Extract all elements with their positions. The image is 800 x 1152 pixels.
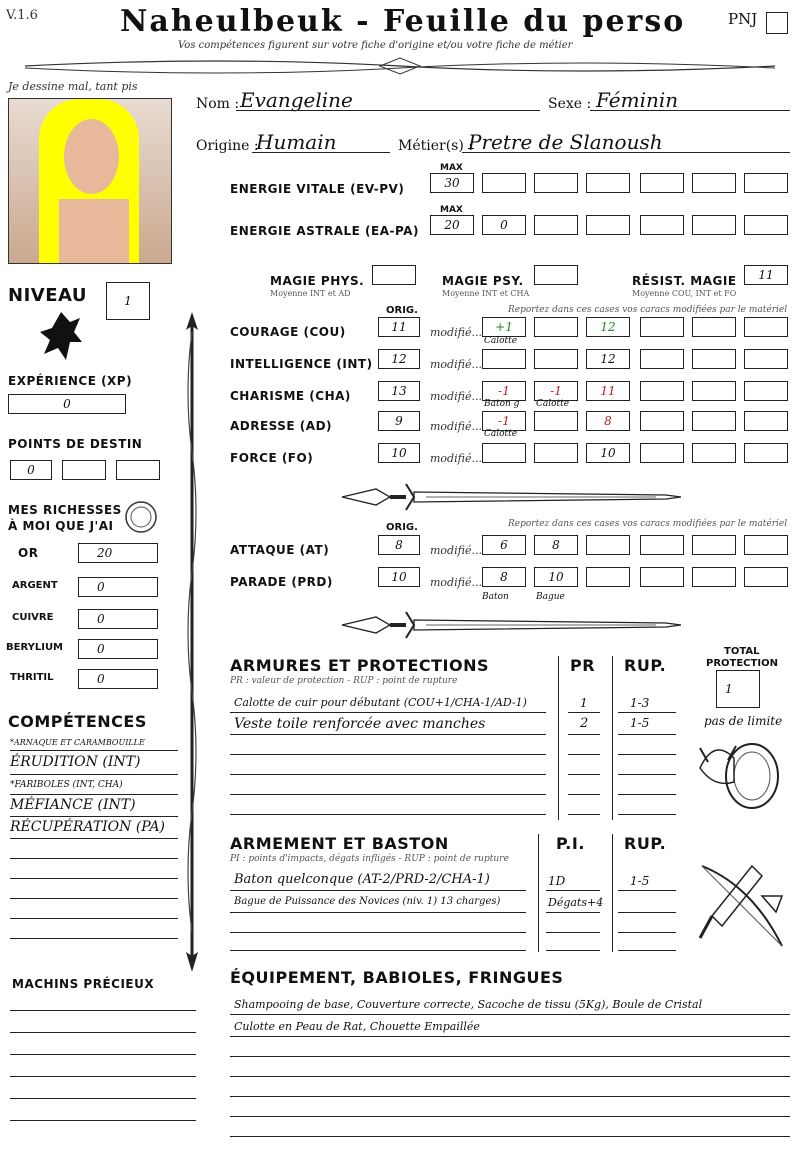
- combat-box[interactable]: [586, 535, 630, 555]
- limit-label: pas de limite: [704, 714, 783, 728]
- arme-rup[interactable]: 1-5: [630, 874, 650, 888]
- ev-box[interactable]: [482, 173, 526, 193]
- resist-magie-box[interactable]: 11: [744, 265, 788, 285]
- carac-mod-box[interactable]: [534, 443, 578, 463]
- combat-mod-box[interactable]: 6: [482, 535, 526, 555]
- combat-mod-box[interactable]: 8: [482, 567, 526, 587]
- or-label: OR: [18, 546, 39, 560]
- argent-box[interactable]: 0: [78, 577, 158, 597]
- ea-box[interactable]: [692, 215, 736, 235]
- total-label-2: PROTECTION: [706, 658, 778, 669]
- version-label: V.1.6: [6, 8, 38, 23]
- or-box[interactable]: 20: [78, 543, 158, 563]
- carac-mod-note: Calotte: [536, 399, 570, 409]
- rup-header: RUP.: [624, 834, 667, 853]
- ev-box[interactable]: [692, 173, 736, 193]
- destin-label: POINTS DE DESTIN: [8, 437, 143, 451]
- cuivre-label: CUIVRE: [12, 612, 54, 623]
- combat-mod-note: Baton: [482, 592, 509, 602]
- carac-label: ADRESSE (AD): [230, 419, 333, 433]
- magie-psy-label: MAGIE PSY.: [442, 274, 524, 288]
- xp-box[interactable]: 0: [8, 394, 126, 414]
- ea-box[interactable]: [534, 215, 578, 235]
- shield-helmet-icon: [694, 728, 784, 814]
- argent-label: ARGENT: [12, 580, 58, 591]
- coin-icon: [124, 500, 158, 534]
- modifie-label: modifié...: [430, 358, 482, 371]
- metier-value[interactable]: Pretre de Slanoush: [468, 130, 663, 154]
- ev-box[interactable]: [534, 173, 578, 193]
- orig-label: ORIG.: [386, 522, 418, 533]
- magie-psy-note: Moyenne INT et CHA: [442, 289, 530, 298]
- ev-box[interactable]: [640, 173, 684, 193]
- carac-mod-box[interactable]: [482, 443, 526, 463]
- combat-mod-note: Bague: [536, 592, 565, 602]
- resist-magie-label: RÉSIST. MAGIE: [632, 274, 737, 288]
- xp-label: EXPÉRIENCE (XP): [8, 374, 133, 388]
- competence-item: *ARNAQUE ET CARAMBOUILLE: [10, 738, 145, 747]
- carac-box[interactable]: [640, 349, 684, 369]
- carac-note: Reportez dans ces cases vos caracs modifiées par le matériel: [508, 305, 788, 315]
- metier-label: Métier(s) :: [398, 138, 473, 154]
- arme-pi[interactable]: Dégats+4: [548, 896, 604, 909]
- resist-magie-note: Moyenne COU, INT et FO: [632, 289, 737, 298]
- carac-box[interactable]: [744, 349, 788, 369]
- staff-icon: [180, 312, 204, 972]
- destin-box[interactable]: [116, 460, 160, 480]
- portrait-image: [8, 98, 172, 264]
- carac-box[interactable]: [692, 349, 736, 369]
- combat-box[interactable]: [744, 567, 788, 587]
- carac-mod-note: Baton g: [484, 399, 520, 409]
- carac-box[interactable]: [744, 411, 788, 431]
- combat-orig-box[interactable]: 10: [378, 567, 420, 587]
- carac-box[interactable]: [744, 381, 788, 401]
- sexe-value[interactable]: Féminin: [596, 88, 679, 112]
- carac-box[interactable]: [640, 411, 684, 431]
- magie-psy-box[interactable]: [534, 265, 578, 285]
- sexe-label: Sexe :: [548, 96, 592, 112]
- equipement-line[interactable]: Shampooing de base, Couverture correcte, Sacoche de tissu (5Kg), Boule de Cristal: [234, 998, 703, 1011]
- carac-res-box[interactable]: 10: [586, 443, 630, 463]
- competence-item: ÉRUDITION (INT): [10, 754, 141, 770]
- combat-label: PARADE (PRD): [230, 575, 333, 589]
- carac-mod-box[interactable]: [482, 349, 526, 369]
- armures-sub: PR : valeur de protection - RUP : point de rupture: [230, 676, 458, 686]
- niveau-box[interactable]: 1: [106, 282, 150, 320]
- carac-label: CHARISME (CHA): [230, 389, 351, 403]
- carac-box[interactable]: [744, 443, 788, 463]
- ea-label: ENERGIE ASTRALE (EA-PA): [230, 224, 419, 238]
- richesses-label-1: MES RICHESSES: [8, 503, 122, 517]
- origine-value[interactable]: Humain: [256, 130, 337, 154]
- competence-item: MÉFIANCE (INT): [10, 797, 136, 813]
- carac-mod-box[interactable]: -1: [482, 411, 526, 431]
- weapons-icon: [692, 856, 792, 956]
- armement-sub: PI : points d'impacts, dégats infligés - RUP : point de rupture: [230, 854, 509, 864]
- modifie-label: modifié...: [430, 420, 482, 433]
- carac-mod-note: Calotte: [484, 336, 518, 346]
- combat-note: Reportez dans ces cases vos caracs modifiées par le matériel: [508, 519, 788, 529]
- combat-box[interactable]: [744, 535, 788, 555]
- combat-mod-box[interactable]: 10: [534, 567, 578, 587]
- pnj-checkbox[interactable]: [766, 12, 788, 34]
- nom-value[interactable]: Evangeline: [240, 88, 353, 112]
- ev-max-label: MAX: [440, 163, 463, 173]
- modifie-label: modifié...: [430, 576, 482, 589]
- carac-mod-box[interactable]: +1: [482, 317, 526, 337]
- carac-orig-box[interactable]: 9: [378, 411, 420, 431]
- berylium-box[interactable]: 0: [78, 639, 158, 659]
- richesses-label-2: À MOI QUE J'AI: [8, 519, 114, 533]
- ea-box[interactable]: [586, 215, 630, 235]
- sword-icon: [336, 608, 686, 642]
- total-label-1: TOTAL: [724, 646, 760, 657]
- page-subtitle: Vos compétences figurent sur votre fiche d'origine et/ou votre fiche de métier: [178, 40, 573, 51]
- total-protection-box[interactable]: 1: [716, 670, 760, 708]
- ea-max-label: MAX: [440, 205, 463, 215]
- carac-mod-box[interactable]: -1: [482, 381, 526, 401]
- carac-mod-box[interactable]: [534, 317, 578, 337]
- carac-res-box[interactable]: 8: [586, 411, 630, 431]
- combat-box[interactable]: [640, 567, 684, 587]
- portrait-caption: Je dessine mal, tant pis: [8, 80, 138, 93]
- carac-label: INTELLIGENCE (INT): [230, 357, 373, 371]
- origine-label: Origine :: [196, 138, 259, 154]
- ornament-divider: [20, 54, 780, 78]
- competence-item: *FARIBOLES (INT, CHA): [10, 780, 123, 790]
- machins-title: MACHINS PRÉCIEUX: [12, 977, 155, 991]
- niveau-label: NIVEAU: [8, 285, 87, 306]
- magie-phys-note: Moyenne INT et AD: [270, 289, 351, 298]
- carac-box[interactable]: [692, 317, 736, 337]
- ea-box[interactable]: 0: [482, 215, 526, 235]
- pr-header: PR: [570, 656, 596, 675]
- arme-name[interactable]: Bague de Puissance des Novices (niv. 1) 13 charges): [234, 896, 501, 907]
- modifie-label: modifié...: [430, 452, 482, 465]
- page-title: Naheulbeuk - Feuille du perso: [120, 4, 686, 39]
- cuivre-box[interactable]: 0: [78, 609, 158, 629]
- nom-label: Nom :: [196, 96, 240, 112]
- carac-box[interactable]: [640, 381, 684, 401]
- combat-box[interactable]: [692, 567, 736, 587]
- carac-box[interactable]: [692, 443, 736, 463]
- orig-label: ORIG.: [386, 305, 418, 316]
- magie-phys-box[interactable]: [372, 265, 416, 285]
- armure-pr[interactable]: 1: [580, 696, 588, 710]
- thritil-label: THRITIL: [10, 672, 54, 683]
- combat-orig-box[interactable]: 8: [378, 535, 420, 555]
- carac-orig-box[interactable]: 12: [378, 349, 420, 369]
- thritil-box[interactable]: 0: [78, 669, 158, 689]
- ev-max-box[interactable]: 30: [430, 173, 474, 193]
- combat-box[interactable]: [640, 535, 684, 555]
- pnj-label: PNJ: [728, 10, 758, 28]
- carac-box[interactable]: [692, 381, 736, 401]
- ea-max-box[interactable]: 20: [430, 215, 474, 235]
- armure-pr[interactable]: 2: [580, 716, 589, 731]
- carac-box[interactable]: [692, 411, 736, 431]
- carac-mod-box[interactable]: -1: [534, 381, 578, 401]
- carac-box[interactable]: [640, 443, 684, 463]
- carac-label: COURAGE (COU): [230, 325, 346, 339]
- rup-header: RUP.: [624, 656, 667, 675]
- equipement-title: ÉQUIPEMENT, BABIOLES, FRINGUES: [230, 968, 564, 987]
- competence-item: RÉCUPÉRATION (PA): [10, 819, 166, 835]
- armure-rup[interactable]: 1-5: [630, 716, 650, 730]
- carac-mod-box[interactable]: [534, 349, 578, 369]
- combat-mod-box[interactable]: 8: [534, 535, 578, 555]
- carac-res-box[interactable]: 12: [586, 317, 630, 337]
- armement-title: ARMEMENT ET BASTON: [230, 834, 449, 853]
- carac-box[interactable]: [744, 317, 788, 337]
- ev-label: ENERGIE VITALE (EV-PV): [230, 182, 405, 196]
- pi-header: P.I.: [556, 834, 585, 853]
- ea-box[interactable]: [744, 215, 788, 235]
- carac-mod-note: Calotte: [484, 429, 518, 439]
- armure-name[interactable]: Veste toile renforcée avec manches: [234, 716, 486, 732]
- modifie-label: modifié...: [430, 544, 482, 557]
- equipement-line[interactable]: Culotte en Peau de Rat, Chouette Empaillée: [234, 1020, 480, 1033]
- ea-box[interactable]: [640, 215, 684, 235]
- carac-orig-box[interactable]: 13: [378, 381, 420, 401]
- competences-title: COMPÉTENCES: [8, 712, 147, 731]
- carac-box[interactable]: [640, 317, 684, 337]
- combat-box[interactable]: [692, 535, 736, 555]
- carac-orig-box[interactable]: 10: [378, 443, 420, 463]
- destin-box[interactable]: 0: [10, 460, 52, 480]
- dragon-icon: [36, 308, 86, 364]
- armure-name[interactable]: Calotte de cuir pour débutant (COU+1/CHA-1/AD-1): [234, 696, 527, 709]
- carac-res-box[interactable]: 12: [586, 349, 630, 369]
- sword-icon: [336, 480, 686, 514]
- carac-label: FORCE (FO): [230, 451, 314, 465]
- magie-phys-label: MAGIE PHYS.: [270, 274, 365, 288]
- ev-box[interactable]: [744, 173, 788, 193]
- combat-box[interactable]: [586, 567, 630, 587]
- modifie-label: modifié...: [430, 326, 482, 339]
- carac-mod-box[interactable]: [534, 411, 578, 431]
- berylium-label: BERYLIUM: [6, 642, 64, 653]
- arme-name[interactable]: Baton quelconque (AT-2/PRD-2/CHA-1): [234, 872, 490, 887]
- arme-pi[interactable]: 1D: [548, 874, 566, 888]
- combat-label: ATTAQUE (AT): [230, 543, 330, 557]
- armure-rup[interactable]: 1-3: [630, 696, 650, 710]
- carac-orig-box[interactable]: 11: [378, 317, 420, 337]
- armures-title: ARMURES ET PROTECTIONS: [230, 656, 489, 675]
- destin-box[interactable]: [62, 460, 106, 480]
- carac-res-box[interactable]: 11: [586, 381, 630, 401]
- ev-box[interactable]: [586, 173, 630, 193]
- modifie-label: modifié...: [430, 390, 482, 403]
